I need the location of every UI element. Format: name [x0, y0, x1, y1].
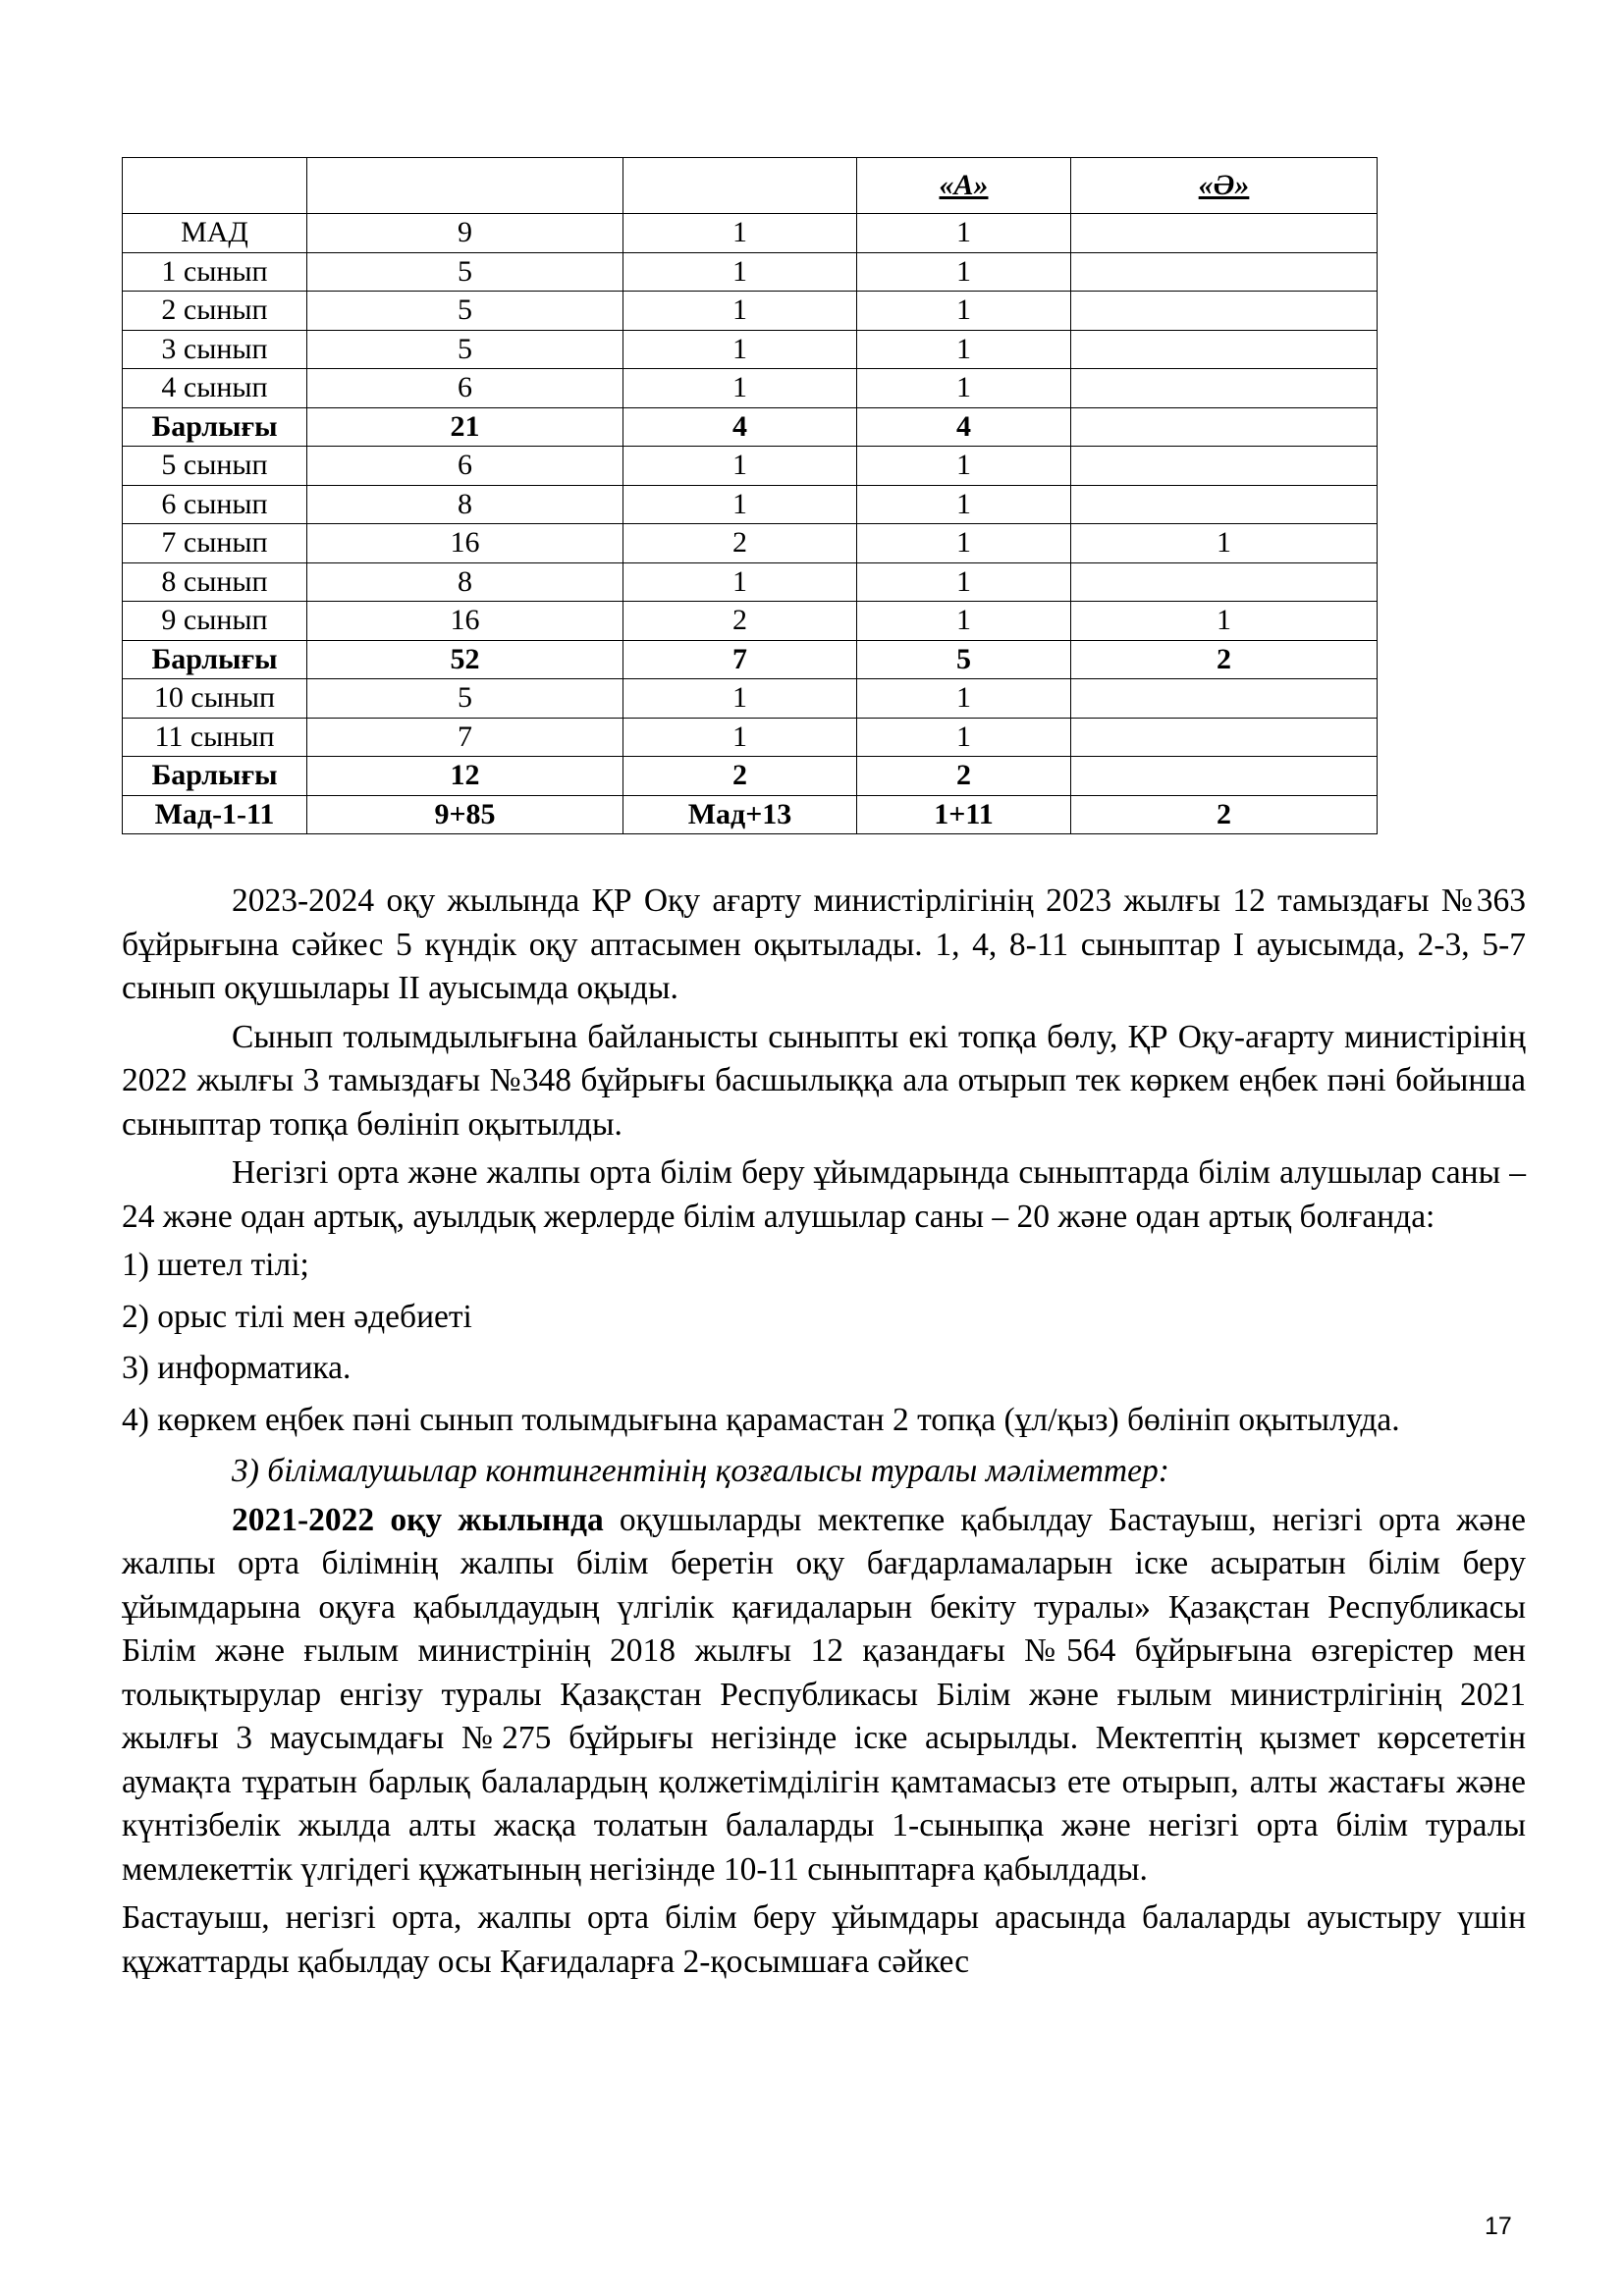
table-row — [123, 447, 1378, 486]
table-cell: 1 — [623, 485, 857, 524]
table-row — [123, 562, 1378, 602]
table-cell: 5 — [307, 330, 623, 369]
table-cell: 8 сынып — [123, 562, 307, 602]
paragraph-transfer: Бастауыш, негізгі орта, жалпы орта білім беру ұйымдары арасында балаларды ауыстыру үшін құжаттарды қабылдау осы Қағидаларға 2-қосымшаға сәйкес — [122, 1899, 1526, 1980]
table-cell: 1 — [623, 679, 857, 719]
table-cell: 1 — [1071, 602, 1378, 641]
table-row — [123, 407, 1378, 447]
table-header-cell-ae: «Ә» — [1071, 158, 1378, 214]
table-cell: 9 сынып — [123, 602, 307, 641]
table-cell: 2 — [623, 757, 857, 796]
table-cell: 1 — [857, 679, 1071, 719]
table-cell — [1071, 679, 1378, 719]
paragraph-schedule: 2023-2024 оқу жылында ҚР Оқу ағарту министірлігінің 2023 жылғы 12 тамыздағы №363 бұйрығына сәйкес 5 күндік оқу аптасымен оқытылады. 1, 4, 8-11 сыныптар І ауысымда, 2-3, 5-7 сынып оқушылары ІІ ауысымда оқыды. — [122, 882, 1526, 1006]
table-cell: 7 сынып — [123, 524, 307, 563]
table-cell: Барлығы — [123, 757, 307, 796]
class-statistics-table — [122, 157, 1378, 834]
table-cell — [1071, 562, 1378, 602]
table-cell: 2 — [857, 757, 1071, 796]
table-cell: 1 — [623, 292, 857, 331]
page-number: 17 — [1485, 2213, 1512, 2240]
table-cell — [1071, 292, 1378, 331]
table-cell — [1071, 485, 1378, 524]
table-header-cell — [123, 158, 307, 214]
table-row — [123, 640, 1378, 679]
table-cell: 6 сынып — [123, 485, 307, 524]
table-cell: 8 — [307, 562, 623, 602]
table-cell: 1 — [623, 252, 857, 292]
table-header-row — [123, 158, 1378, 214]
paragraph-admission-year: 2021-2022 оқу жылында — [232, 1501, 604, 1538]
table-cell: 1 — [857, 602, 1071, 641]
table-cell: 21 — [307, 407, 623, 447]
table-row — [123, 369, 1378, 408]
table-cell: Барлығы — [123, 640, 307, 679]
table-cell: 1 — [623, 369, 857, 408]
table-cell: 16 — [307, 602, 623, 641]
table-row — [123, 718, 1378, 757]
table-cell: 1 — [623, 330, 857, 369]
table-row — [123, 292, 1378, 331]
table-cell: 12 — [307, 757, 623, 796]
table-cell: 52 — [307, 640, 623, 679]
table-cell: 16 — [307, 524, 623, 563]
table-cell: 5 сынып — [123, 447, 307, 486]
table-cell: Мад+13 — [623, 795, 857, 834]
table-cell: 5 — [307, 252, 623, 292]
table-cell: 7 — [623, 640, 857, 679]
table-cell: 1+11 — [857, 795, 1071, 834]
table-cell: 1 — [623, 718, 857, 757]
table-cell: 2 — [1071, 795, 1378, 834]
table-cell: 1 — [857, 447, 1071, 486]
section-subheading: 3) білімалушылар контингентінің қозғалысы туралы мәліметтер: — [232, 1453, 1169, 1489]
table-cell: 1 сынып — [123, 252, 307, 292]
table-cell: 1 — [1071, 524, 1378, 563]
table-row — [123, 214, 1378, 253]
table-cell: 5 — [857, 640, 1071, 679]
table-row — [123, 679, 1378, 719]
table-cell — [1071, 252, 1378, 292]
table-cell: 7 — [307, 718, 623, 757]
table-cell: 4 — [857, 407, 1071, 447]
table-cell: 9 — [307, 214, 623, 253]
table-cell: 1 — [857, 330, 1071, 369]
table-cell: 10 сынып — [123, 679, 307, 719]
table-row — [123, 485, 1378, 524]
table-cell: 2 сынып — [123, 292, 307, 331]
table-cell: 1 — [623, 562, 857, 602]
table-cell: Мад-1-11 — [123, 795, 307, 834]
table-cell: 3 сынып — [123, 330, 307, 369]
table-cell: 5 — [307, 292, 623, 331]
table-cell: 8 — [307, 485, 623, 524]
table-cell: 1 — [857, 562, 1071, 602]
table-cell — [1071, 447, 1378, 486]
table-cell: 1 — [857, 718, 1071, 757]
table-cell: МАД — [123, 214, 307, 253]
table-cell: 6 — [307, 369, 623, 408]
list-item: 2) орыс тілі мен әдебиеті — [122, 1298, 472, 1335]
table-cell: 1 — [857, 485, 1071, 524]
table-cell: 1 — [857, 292, 1071, 331]
table-cell: 11 сынып — [123, 718, 307, 757]
table-cell: 2 — [623, 524, 857, 563]
table-cell: 4 — [623, 407, 857, 447]
table-row — [123, 524, 1378, 563]
table-cell: 9+85 — [307, 795, 623, 834]
table-cell — [1071, 407, 1378, 447]
table-row — [123, 795, 1378, 834]
table-cell: 4 сынып — [123, 369, 307, 408]
table-header-cell — [307, 158, 623, 214]
table-header-cell-a: «А» — [857, 158, 1071, 214]
table-cell: 6 — [307, 447, 623, 486]
paragraph-group-division: Сынып толымдылығына байланысты сыныпты екі топқа бөлу, ҚР Оқу-ағарту министірінің 2022 жылғы 3 тамыздағы №348 бұйрығы басшылыққа ала отырып тек көркем еңбек пәні бойынша сыныптар топқа бөлініп оқытылды. — [122, 1018, 1526, 1143]
table-cell: 1 — [857, 369, 1071, 408]
list-item: 4) көркем еңбек пәні сынып толымдығына қарамастан 2 топқа (ұл/қыз) бөлініп оқытылуда. — [122, 1401, 1400, 1438]
table-cell: 1 — [857, 214, 1071, 253]
body-text — [122, 880, 1526, 1989]
table-cell: 1 — [623, 214, 857, 253]
table-cell — [1071, 757, 1378, 796]
table-row — [123, 330, 1378, 369]
table-cell: 1 — [623, 447, 857, 486]
paragraph-admission-body: оқушыларды мектепке қабылдау Бастауыш, негізгі орта және жалпы орта білімнің жалпы білім беретін оқу бағдарламаларын іске асыратын білім беру ұйымдарына оқуға қабылдаудың үлгілік қағидаларын бекіту туралы» Қазақстан Республикасы Білім және ғылым министрінің 2018 жылғы 12 қазандағы №564 бұйрығына өзгерістер мен толықтырулар енгізу туралы Қазақстан Республикасы Білім және ғылым министрлігінің 2021 жылғы 3 маусымдағы №275 бұйрығы негізінде іске асырылды. Мектептің қызмет көрсететін аумақта тұратын барлық балалардың қолжетімділігін қамтамасыз ете отырып, алты жастағы және күнтізбелік жылда алты жасқа толатын балаларды 1-сыныпқа және негізгі орта білім туралы мемлекеттік үлгідегі құжатының негізінде 10-11 сыныптарға қабылдады. — [122, 1501, 1526, 1888]
list-item: 1) шетел тілі; — [122, 1247, 309, 1283]
table-cell — [1071, 369, 1378, 408]
table-row — [123, 602, 1378, 641]
table-cell: Барлығы — [123, 407, 307, 447]
table-cell: 2 — [1071, 640, 1378, 679]
table-cell — [1071, 214, 1378, 253]
table-header-cell — [623, 158, 857, 214]
table-cell — [1071, 718, 1378, 757]
table-row — [123, 252, 1378, 292]
paragraph-class-size: Негізгі орта және жалпы орта білім беру ұйымдарында сыныптарда білім алушылар саны – 24 және одан артық, ауылдық жерлерде білім алушылар саны – 20 және одан артық болғанда: — [122, 1154, 1526, 1235]
list-item: 3) информатика. — [122, 1350, 352, 1386]
table-cell: 1 — [857, 524, 1071, 563]
table-cell: 2 — [623, 602, 857, 641]
table-row — [123, 757, 1378, 796]
table-cell: 1 — [857, 252, 1071, 292]
table-cell: 5 — [307, 679, 623, 719]
paragraph-admission — [122, 1499, 1526, 1893]
table-cell — [1071, 330, 1378, 369]
